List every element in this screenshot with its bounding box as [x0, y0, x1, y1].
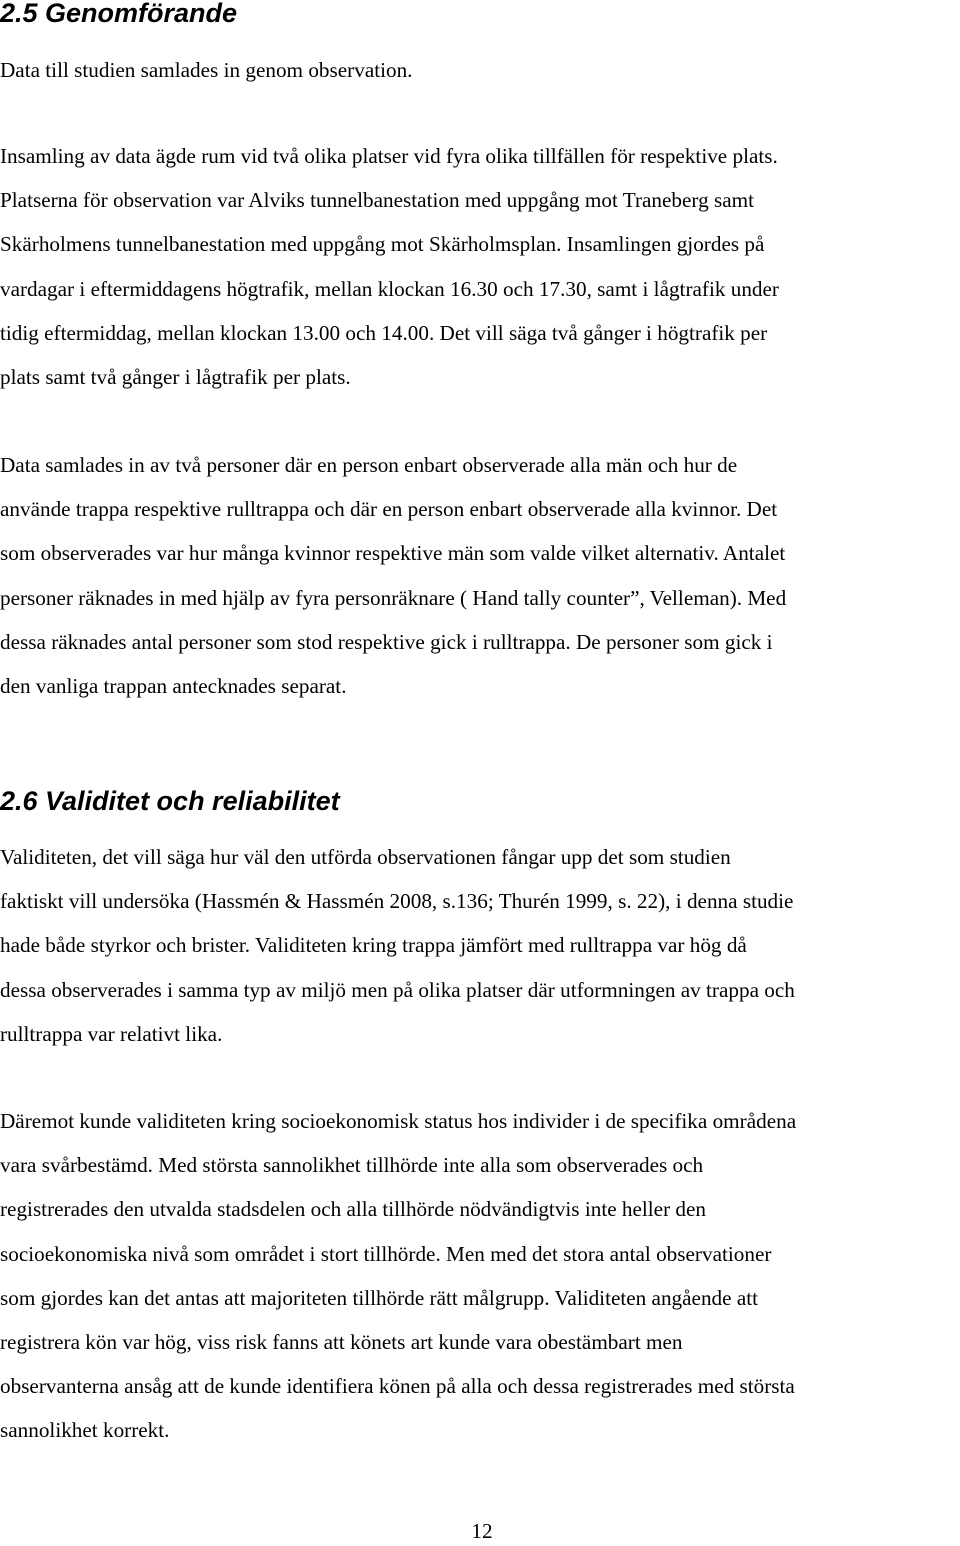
paragraph-line: Platserna för observation var Alviks tunnelbanestation med uppgång mot Traneberg samt: [0, 188, 754, 213]
paragraph-line: sannolikhet korrekt.: [0, 1418, 170, 1443]
paragraph-line: personer räknades in med hjälp av fyra personräknare ( Hand tally counter”, Velleman). Med: [0, 585, 787, 610]
paragraph-line: hade både styrkor och brister. Validiteten kring trappa jämfört med rulltrappa var hög då: [0, 933, 747, 958]
paragraph-line: tidig eftermiddag, mellan klockan 13.00 och 14.00. Det vill säga två gånger i högtrafik per: [0, 320, 768, 345]
paragraph-line: Data till studien samlades in genom observation.: [0, 58, 413, 82]
paragraph-data-collection-intro: [0, 48, 960, 92]
paragraph-line: som gjordes kan det antas att majoriteten tillhörde rätt målgrupp. Validiteten angående att: [0, 1285, 759, 1310]
paragraph-line: som observerades var hur många kvinnor respektive män som valde vilket alternativ. Antalet: [0, 541, 786, 566]
paragraph-line: rulltrappa var relativt lika.: [0, 1021, 223, 1046]
paragraph-line: den vanliga trappan antecknades separat.: [0, 674, 347, 699]
paragraph-line: Däremot kunde validiteten kring socioekonomisk status hos individer i de specifika områdena: [0, 1109, 797, 1133]
paragraph-line: dessa observerades i samma typ av miljö men på olika platser där utformningen av trappa och: [0, 977, 795, 1002]
paragraph-line: Validiteten, det vill säga hur väl den utförda observationen fångar upp det som studien: [0, 845, 731, 869]
paragraph-line: Skärholmens tunnelbanestation med uppgång mot Skärholmsplan. Insamlingen gjordes på: [0, 232, 765, 257]
paragraph-line: Data samlades in av två personer där en person enbart observerade alla män och hur de: [0, 453, 738, 477]
section-heading-validitet: 2.6 Validitet och reliabilitet: [0, 786, 340, 816]
paragraph-validity-comparison: [0, 835, 960, 1056]
paragraph-line: registrerades den utvalda stadsdelen och alla tillhörde nödvändigtvis inte heller den: [0, 1197, 707, 1222]
paragraph-line: plats samt två gånger i lågtrafik per plats.: [0, 365, 351, 390]
paragraph-line: använde trappa respektive rulltrappa och där en person enbart observerade alla kvinnor. Det: [0, 497, 778, 522]
page-number: 12: [471, 1519, 493, 1543]
paragraph-validity-socioeconomic: [0, 1099, 960, 1453]
paragraph-line: faktiskt vill undersöka (Hassmén & Hassmén 2008, s.136; Thurén 1999, s. 22), i denna studie: [0, 889, 794, 914]
paragraph-line: registrera kön var hög, viss risk fanns att könets art kunde vara obestämbart men: [0, 1330, 683, 1355]
paragraph-line: observanterna ansåg att de kunde identifiera könen på alla och dessa registrerades med största: [0, 1374, 795, 1399]
section-heading-genomforande: 2.5 Genomförande: [0, 0, 238, 28]
paragraph-line: Insamling av data ägde rum vid två olika platser vid fyra olika tillfällen för respektive plats.: [0, 144, 778, 168]
paragraph-data-collection-sites: [0, 134, 960, 399]
paragraph-line: dessa räknades antal personer som stod respektive gick i rulltrappa. De personer som gick i: [0, 629, 773, 654]
paragraph-line: socioekonomiska nivå som området i stort tillhörde. Men med det stora antal observationer: [0, 1241, 772, 1266]
paragraph-data-collection-method: [0, 443, 960, 708]
paragraph-line: vardagar i eftermiddagens högtrafik, mellan klockan 16.30 och 17.30, samt i lågtrafik under: [0, 276, 779, 301]
paragraph-line: vara svårbestämd. Med största sannolikhet tillhörde inte alla som observerades och: [0, 1153, 704, 1178]
